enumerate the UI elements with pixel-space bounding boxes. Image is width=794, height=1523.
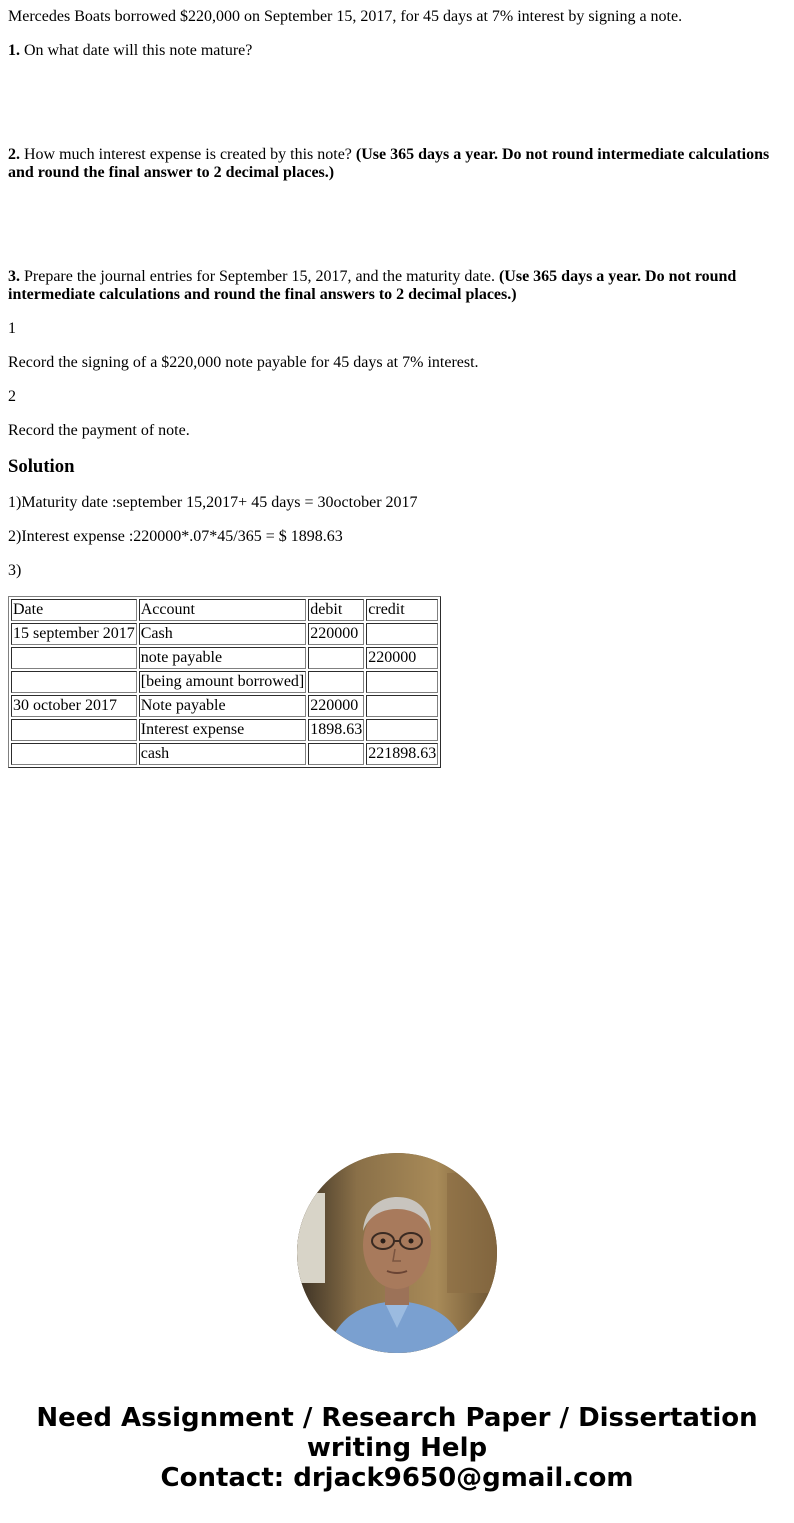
cell-date: 30 october 2017 xyxy=(11,695,137,717)
entry-2-number: 2 xyxy=(8,388,16,405)
question-2-note: (Use 365 days a year. Do not round intermediate calculations and round the final answer to 2 decimal places.) xyxy=(8,146,770,181)
problem-intro: Mercedes Boats borrowed $220,000 on September 15, 2017, for 45 days at 7% interest by signing a note. xyxy=(8,8,683,25)
cell-credit xyxy=(366,719,438,741)
promo-section xyxy=(0,1153,794,1493)
journal-entries-table xyxy=(8,596,441,768)
question-2-number: 2. xyxy=(8,146,20,163)
table-row xyxy=(11,671,438,693)
table-header-row xyxy=(11,599,438,621)
cell-debit: 220000 xyxy=(308,623,364,645)
answer-2: 2)Interest expense :220000*.07*45/365 = $ 1898.63 xyxy=(8,528,343,545)
cell-credit: 220000 xyxy=(366,647,438,669)
promo-line-1: Need Assignment / Research Paper / Dissertation xyxy=(36,1403,758,1433)
cell-debit: 1898.63 xyxy=(308,719,364,741)
table-row xyxy=(11,623,438,645)
cell-account: Interest expense xyxy=(139,719,307,741)
answer-space-2 xyxy=(8,198,786,268)
cell-credit: 221898.63 xyxy=(366,743,438,765)
question-2 xyxy=(8,146,786,182)
question-1-number: 1. xyxy=(8,42,20,59)
question-3-note: (Use 365 days a year. Do not round intermediate calculations and round the final answers to 2 decimal places.) xyxy=(8,268,737,303)
cell-debit xyxy=(308,647,364,669)
question-2-text: How much interest expense is created by this note? xyxy=(20,146,356,163)
table-row xyxy=(11,743,438,765)
cell-account: note payable xyxy=(139,647,307,669)
cell-account: [being amount borrowed] xyxy=(139,671,307,693)
author-avatar xyxy=(297,1153,497,1353)
promo-line-2: writing Help xyxy=(306,1433,488,1463)
cell-date xyxy=(11,671,137,693)
author-portrait-icon xyxy=(297,1153,497,1353)
header-account: Account xyxy=(139,599,307,621)
question-3-number: 3. xyxy=(8,268,20,285)
cell-date xyxy=(11,647,137,669)
header-credit: credit xyxy=(366,599,438,621)
cell-credit xyxy=(366,623,438,645)
solution-heading: Solution xyxy=(8,456,75,477)
table-row xyxy=(11,719,438,741)
cell-debit: 220000 xyxy=(308,695,364,717)
answer-3: 3) xyxy=(8,562,22,579)
entry-1-description: Record the signing of a $220,000 note payable for 45 days at 7% interest. xyxy=(8,354,479,371)
cell-credit xyxy=(366,695,438,717)
cell-date: 15 september 2017 xyxy=(11,623,137,645)
cell-account: Note payable xyxy=(139,695,307,717)
entry-1-number: 1 xyxy=(8,320,16,337)
question-1 xyxy=(8,42,786,60)
answer-1: 1)Maturity date :september 15,2017+ 45 days = 30october 2017 xyxy=(8,494,418,511)
promo-contact: Contact: drjack9650@gmail.com xyxy=(160,1463,634,1493)
entry-2-description: Record the payment of note. xyxy=(8,422,190,439)
document-body xyxy=(8,8,786,768)
cell-debit xyxy=(308,743,364,765)
header-date: Date xyxy=(11,599,137,621)
cell-credit xyxy=(366,671,438,693)
question-1-text: On what date will this note mature? xyxy=(20,42,253,59)
question-3-text: Prepare the journal entries for September 15, 2017, and the maturity date. xyxy=(20,268,499,285)
question-3 xyxy=(8,268,786,304)
promo-message xyxy=(0,1403,794,1493)
cell-account: cash xyxy=(139,743,307,765)
answer-space-1 xyxy=(8,76,786,146)
table-row xyxy=(11,695,438,717)
table-row xyxy=(11,647,438,669)
cell-date xyxy=(11,743,137,765)
cell-date xyxy=(11,719,137,741)
cell-account: Cash xyxy=(139,623,307,645)
header-debit: debit xyxy=(308,599,364,621)
cell-debit xyxy=(308,671,364,693)
